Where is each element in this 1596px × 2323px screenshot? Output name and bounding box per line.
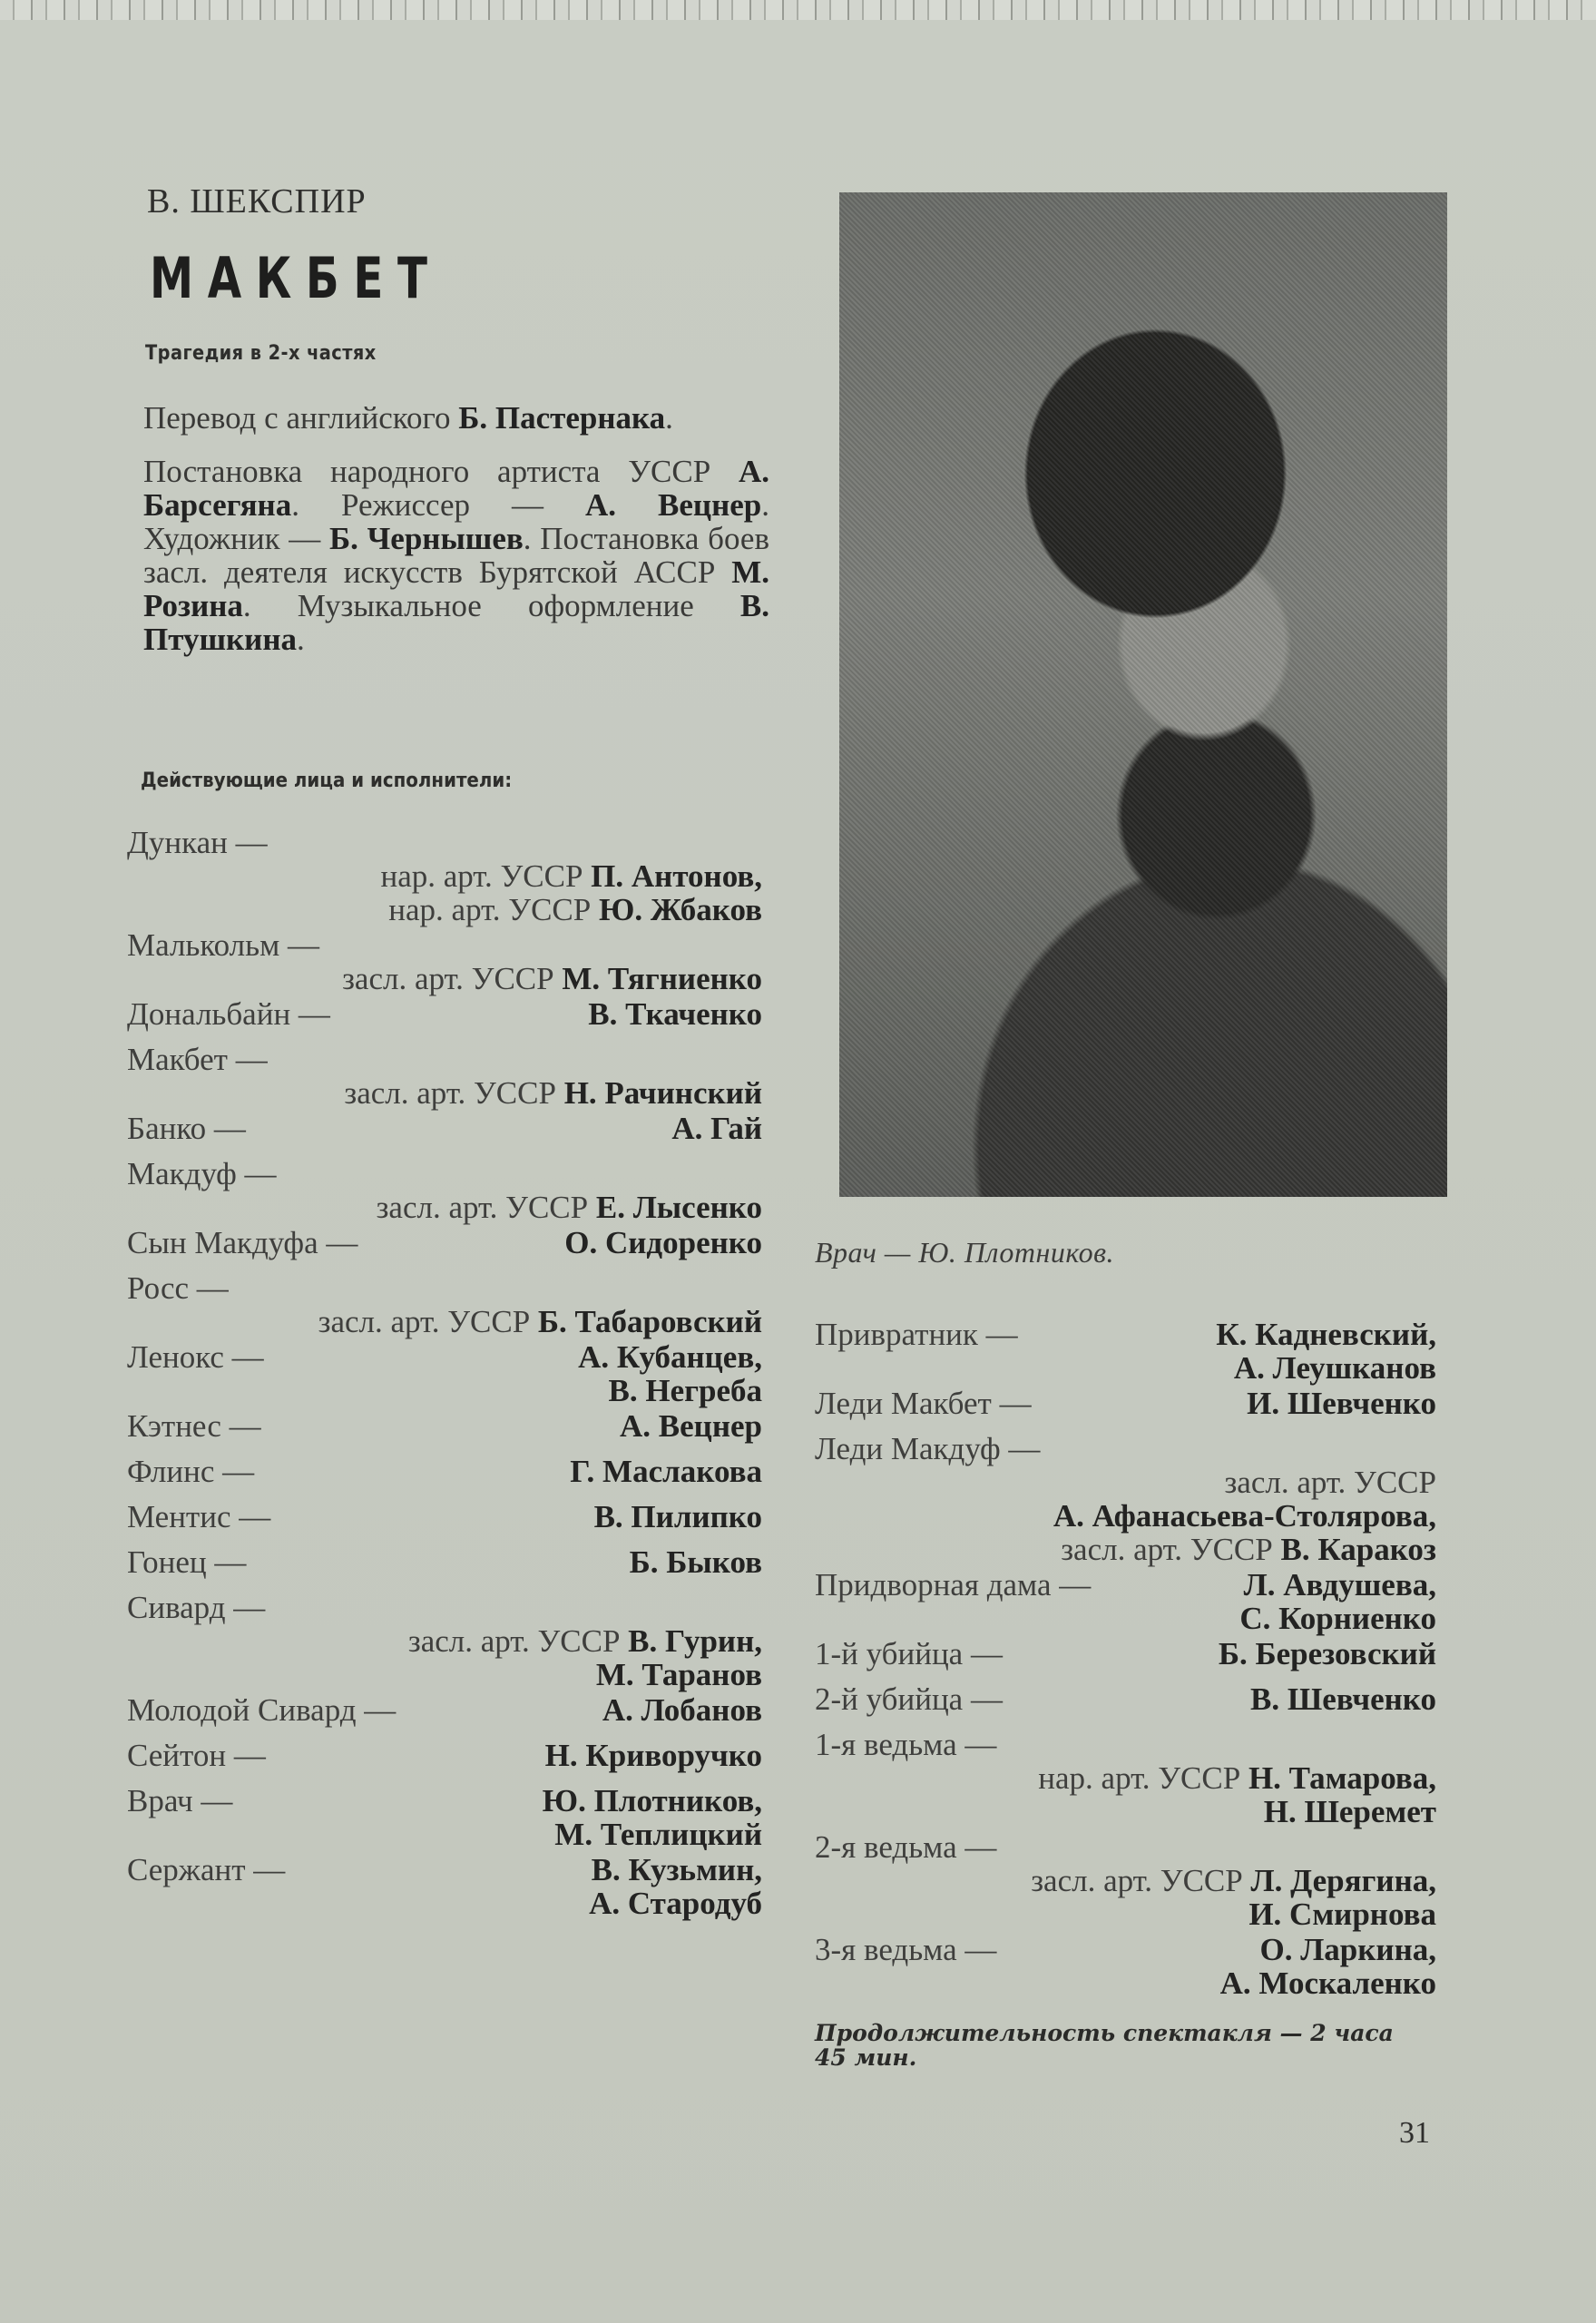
cast-row bbox=[127, 826, 762, 859]
role-name: Макбет — bbox=[127, 1042, 268, 1077]
cast-entry bbox=[127, 1500, 762, 1534]
honorary-title: нар. арт. УССР bbox=[388, 892, 599, 927]
role-name: Гонец — bbox=[127, 1544, 247, 1580]
actor-name: А. Москаленко bbox=[1219, 1965, 1436, 2001]
role-name: Макдуф — bbox=[127, 1156, 277, 1191]
actor-name: А. Стародуб bbox=[589, 1886, 762, 1921]
role-name: Сын Макдуфа — bbox=[127, 1225, 358, 1260]
cast-entry bbox=[127, 1545, 762, 1579]
actor-name: Б. Березовский bbox=[1218, 1636, 1436, 1671]
photo-caption: Врач — Ю. Плотников. bbox=[815, 1236, 1114, 1269]
role-name: Малькольм — bbox=[127, 927, 319, 963]
cast-entry bbox=[815, 1568, 1436, 1635]
honorary-title: засл. арт. УССР bbox=[1061, 1532, 1281, 1567]
cast-credit-line bbox=[815, 1533, 1436, 1566]
cast-entry bbox=[815, 1933, 1436, 2000]
cast-list-left bbox=[127, 826, 762, 1922]
program-page bbox=[0, 20, 1596, 2323]
actor-photo bbox=[839, 192, 1447, 1197]
cast-entry bbox=[127, 1455, 762, 1488]
cast-row bbox=[815, 1432, 1436, 1465]
cast-credit-line bbox=[127, 1076, 762, 1110]
role-name: Молодой Сивард — bbox=[127, 1692, 397, 1728]
cast-credit-line bbox=[127, 893, 762, 926]
cast-row bbox=[127, 1693, 762, 1727]
actor-name: В. Шевченко bbox=[1249, 1681, 1436, 1717]
actor-name: В. Каракоз bbox=[1280, 1532, 1436, 1567]
cast-credit-line bbox=[127, 1658, 762, 1691]
translator-name: Б. Пастернака bbox=[458, 400, 666, 436]
actor-name: И. Смирнова bbox=[1248, 1897, 1436, 1932]
production-credits bbox=[143, 401, 769, 676]
cast-credit-line bbox=[127, 1624, 762, 1658]
play-subtitle: Трагедия в 2-х частях bbox=[145, 342, 377, 365]
cast-credit-line bbox=[127, 1191, 762, 1224]
cast-row bbox=[127, 1043, 762, 1076]
actor-name: В. Негреба bbox=[608, 1373, 762, 1408]
cast-row bbox=[127, 997, 762, 1031]
actor-name: П. Антонов, bbox=[591, 858, 762, 894]
cast-entry bbox=[815, 1682, 1436, 1716]
actor-name: Н. Криворучко bbox=[544, 1738, 762, 1773]
cast-entry bbox=[815, 1387, 1436, 1420]
actor-name: С. Корниенко bbox=[1239, 1601, 1436, 1636]
actor-name: Б. Табаровский bbox=[537, 1304, 762, 1339]
actor-name: И. Шевченко bbox=[1247, 1386, 1436, 1421]
actor-name: К. Кадневский, bbox=[1216, 1317, 1436, 1352]
cast-entry bbox=[127, 1043, 762, 1110]
page-number: 31 bbox=[1399, 2116, 1430, 2150]
cast-row bbox=[815, 1682, 1436, 1716]
cast-entry bbox=[127, 1226, 762, 1260]
role-name: Врач — bbox=[127, 1783, 233, 1818]
role-name: Ленокс — bbox=[127, 1339, 264, 1375]
actor-name: В. Гурин, bbox=[628, 1623, 762, 1659]
actor-name: М. Теплицкий bbox=[554, 1817, 762, 1852]
cast-row bbox=[127, 1157, 762, 1191]
cast-credit-line bbox=[815, 1499, 1436, 1533]
actor-name: Н. Рачинский bbox=[563, 1075, 762, 1111]
actor-name: А. Леушканов bbox=[1233, 1350, 1436, 1386]
actor-name: М. Таранов bbox=[595, 1657, 762, 1692]
cast-row bbox=[815, 1387, 1436, 1420]
play-title: МАКБЕТ bbox=[150, 245, 442, 311]
cast-entry bbox=[127, 1112, 762, 1145]
actor-name: О. Ларкина, bbox=[1259, 1932, 1436, 1967]
cast-credit-line bbox=[127, 1305, 762, 1338]
designer-name: Б. Чернышев bbox=[329, 521, 524, 556]
cast-credit-line bbox=[815, 1761, 1436, 1795]
actor-name: В. Пилипко bbox=[593, 1499, 762, 1534]
role-name: Дункан — bbox=[127, 825, 268, 860]
cast-list-right bbox=[815, 1318, 1436, 2002]
honorary-title: засл. арт. УССР bbox=[1031, 1863, 1251, 1898]
cast-row bbox=[815, 1318, 1436, 1351]
actor-name: Л. Дерягина, bbox=[1250, 1863, 1436, 1898]
cast-entry bbox=[815, 1637, 1436, 1671]
performance-duration: Продолжительность спектакля — 2 часа 45 мин. bbox=[815, 2020, 1394, 2071]
author: В. ШЕКСПИР bbox=[147, 182, 367, 221]
cast-entry bbox=[127, 1409, 762, 1443]
cast-entry bbox=[815, 1728, 1436, 1828]
fight-director-name: М. Розина bbox=[143, 554, 769, 623]
cast-entry bbox=[127, 1739, 762, 1772]
actor-name: Е. Лысенко bbox=[595, 1190, 762, 1225]
cast-credit-line bbox=[127, 962, 762, 995]
cast-row bbox=[127, 1409, 762, 1443]
cast-credit-line bbox=[815, 1795, 1436, 1828]
cast-row bbox=[127, 1226, 762, 1260]
actor-name: М. Тягниенко bbox=[562, 961, 762, 996]
cast-row bbox=[815, 1933, 1436, 1966]
role-name: 2-й убийца — bbox=[815, 1681, 1003, 1717]
honorary-title: засл. арт. УССР bbox=[318, 1304, 538, 1339]
actor-name: Ю. Жбаков bbox=[598, 892, 762, 927]
role-name: Росс — bbox=[127, 1270, 229, 1306]
cast-row bbox=[815, 1637, 1436, 1671]
role-name: Леди Макдуф — bbox=[815, 1431, 1041, 1466]
translation-credit: Перевод с английского Б. Пастернака. bbox=[143, 400, 673, 436]
cast-entry bbox=[815, 1830, 1436, 1931]
cast-entry bbox=[127, 1271, 762, 1338]
director-name: А. Барсегяна bbox=[143, 454, 769, 523]
honorary-title: засл. арт. УССР bbox=[342, 961, 563, 996]
role-name: Леди Макбет — bbox=[815, 1386, 1032, 1421]
cast-entry bbox=[815, 1432, 1436, 1566]
actor-name: Г. Маслакова bbox=[570, 1454, 762, 1489]
actor-name: Ю. Плотников, bbox=[542, 1783, 762, 1818]
role-name: Привратник — bbox=[815, 1317, 1018, 1352]
role-name: 1-й убийца — bbox=[815, 1636, 1003, 1671]
honorary-title: нар. арт. УССР bbox=[380, 858, 592, 894]
cast-heading: Действующие лица и исполнители: bbox=[141, 769, 513, 792]
cast-entry bbox=[127, 1784, 762, 1851]
cast-row bbox=[127, 1591, 762, 1624]
cast-row bbox=[127, 1853, 762, 1887]
cast-entry bbox=[127, 1693, 762, 1727]
actor-name: В. Кузьмин, bbox=[591, 1852, 762, 1887]
role-name: 1-я ведьма — bbox=[815, 1727, 997, 1762]
actor-name: Л. Авдушева, bbox=[1243, 1567, 1436, 1603]
honorary-title: засл. арт. УССР bbox=[1224, 1465, 1436, 1500]
cast-row bbox=[815, 1728, 1436, 1761]
cast-row bbox=[815, 1568, 1436, 1602]
role-name: Кэтнес — bbox=[127, 1408, 261, 1444]
role-name: Дональбайн — bbox=[127, 996, 330, 1032]
stage-director-name: А. Вецнер bbox=[585, 487, 762, 523]
actor-name: А. Афанасьева-Столярова, bbox=[1053, 1498, 1436, 1534]
cast-row bbox=[127, 1739, 762, 1772]
cast-entry bbox=[127, 1340, 762, 1407]
role-name: 3-я ведьма — bbox=[815, 1932, 997, 1967]
cast-credit-line bbox=[815, 1897, 1436, 1931]
staging-credits: Постановка народного артиста УССР А. Барсегяна. Режиссер — А. Вецнер. Художник — Б. Чернышев. Постановка боев засл. деятеля искусств Бурятской АССР М. Розина. Музыкальное оформление В. Птушкина. bbox=[143, 454, 769, 657]
music-name: В. Птушкина bbox=[143, 588, 769, 657]
role-name: 2-я ведьма — bbox=[815, 1829, 997, 1865]
honorary-title: засл. арт. УССР bbox=[407, 1623, 629, 1659]
honorary-title: нар. арт. УССР bbox=[1038, 1760, 1248, 1796]
actor-name: А. Вецнер bbox=[620, 1408, 762, 1444]
cast-credit-line bbox=[815, 1864, 1436, 1897]
cast-entry bbox=[127, 1591, 762, 1691]
actor-name: Н. Тамарова, bbox=[1248, 1760, 1436, 1796]
cast-row bbox=[815, 1830, 1436, 1864]
cast-credit-line bbox=[815, 1465, 1436, 1499]
cast-row bbox=[127, 928, 762, 962]
cast-row bbox=[127, 1784, 762, 1818]
cast-entry bbox=[127, 928, 762, 995]
role-name: Банко — bbox=[127, 1111, 246, 1146]
actor-name: В. Ткаченко bbox=[588, 996, 762, 1032]
actor-name: О. Сидоренко bbox=[564, 1225, 762, 1260]
next-page-edge bbox=[0, 0, 1596, 20]
cast-row bbox=[127, 1271, 762, 1305]
honorary-title: засл. арт. УССР bbox=[344, 1075, 564, 1111]
actor-name: А. Лобанов bbox=[602, 1692, 762, 1728]
cast-entry bbox=[127, 1157, 762, 1224]
role-name: Флинс — bbox=[127, 1454, 255, 1489]
actor-name: А. Кубанцев, bbox=[578, 1339, 762, 1375]
cast-row bbox=[127, 1500, 762, 1534]
cast-row bbox=[127, 1340, 762, 1374]
actor-name: Б. Быков bbox=[629, 1544, 762, 1580]
cast-row bbox=[127, 1545, 762, 1579]
actor-name: А. Гай bbox=[671, 1111, 762, 1146]
cast-credit-line bbox=[127, 859, 762, 893]
role-name: Ментис — bbox=[127, 1499, 271, 1534]
cast-row bbox=[127, 1112, 762, 1145]
role-name: Сейтон — bbox=[127, 1738, 266, 1773]
role-name: Придворная дама — bbox=[815, 1567, 1092, 1603]
role-name: Сержант — bbox=[127, 1852, 286, 1887]
cast-entry bbox=[127, 826, 762, 926]
cast-entry bbox=[815, 1318, 1436, 1385]
actor-name: Н. Шеремет bbox=[1263, 1794, 1436, 1829]
cast-entry bbox=[127, 1853, 762, 1920]
cast-row bbox=[127, 1455, 762, 1488]
honorary-title: засл. арт. УССР bbox=[376, 1190, 596, 1225]
role-name: Сивард — bbox=[127, 1590, 266, 1625]
cast-entry bbox=[127, 997, 762, 1031]
